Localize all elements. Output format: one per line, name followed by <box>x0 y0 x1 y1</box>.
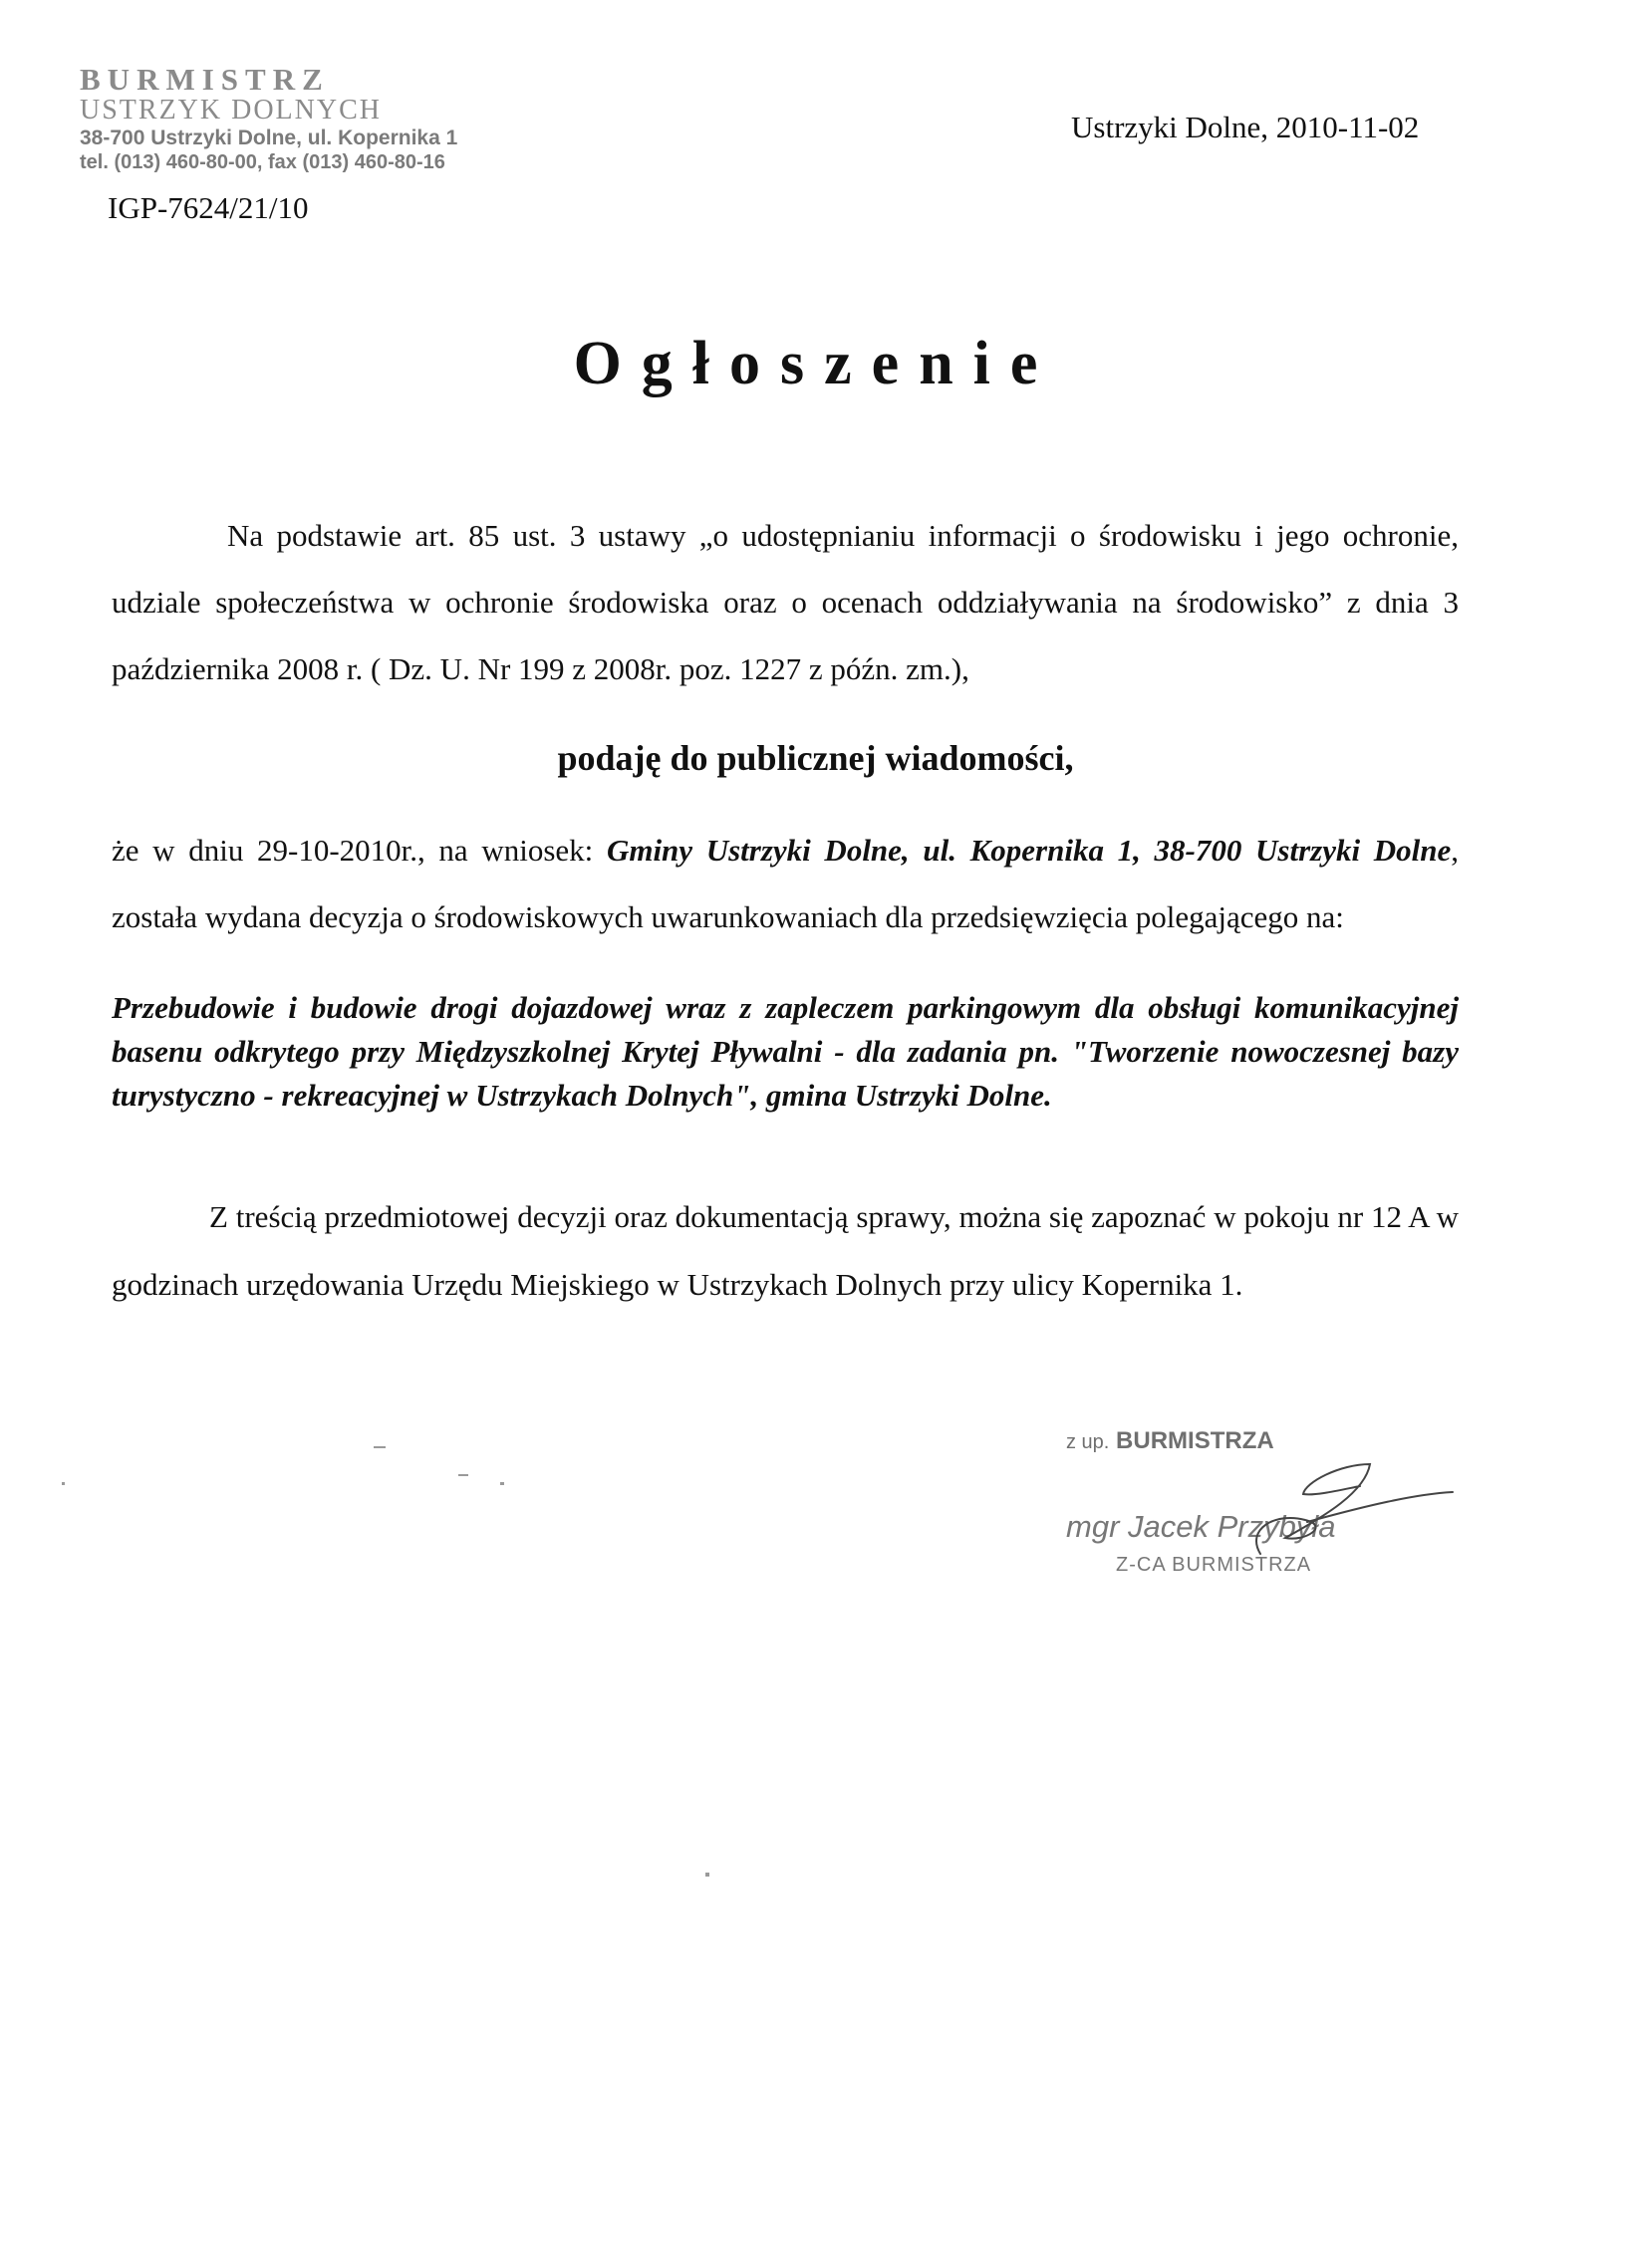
scan-speck <box>705 1873 709 1877</box>
signature-prefix: z up. <box>1066 1431 1110 1453</box>
scan-speck <box>458 1474 468 1476</box>
letterhead-line-1: BURMISTRZ <box>80 62 330 97</box>
document-title: Ogłoszenie <box>573 330 1058 397</box>
decision-continuation: , została wydana decyzja o środowiskowych uwarunkowaniach dla przedsięwzięcia polegającego na: <box>112 833 1459 934</box>
letterhead-line-2: USTRZYK DOLNYCH <box>80 95 382 126</box>
decision-intro: że w dniu 29-10-2010r., na wniosek: <box>112 833 607 868</box>
decision-paragraph <box>112 817 1459 950</box>
signature-office: BURMISTRZA <box>1116 1427 1274 1454</box>
signatory-role: Z-CA BURMISTRZA <box>1116 1554 1312 1576</box>
project-description: Przebudowie i budowie drogi dojazdowej wraz z zapleczem parkingowym dla obsługi komunikacyjnej basenu odkrytego przy Międzyszkolnej Krytej Pływalni - dla zadania pn. "Tworzenie nowoczesnej bazy turystyczno - rekreacyjnej w Ustrzykach Dolnych", gmina Ustrzyki Dolne. <box>112 990 1459 1113</box>
reference-number: IGP-7624/21/10 <box>108 190 309 225</box>
place-and-date: Ustrzyki Dolne, 2010-11-02 <box>1071 110 1420 144</box>
applicant-name: Gminy Ustrzyki Dolne, ul. Kopernika 1, 38-700 Ustrzyki Dolne <box>606 833 1452 868</box>
scan-speck <box>62 1482 65 1485</box>
inspection-paragraph: Z treścią przedmiotowej decyzji oraz dokumentacją sprawy, można się zapoznać w pokoju nr 12 A w godzinach urzędowania Urzędu Miejskiego w Ustrzykach Dolnych przy ulicy Kopernika 1. <box>112 1199 1459 1302</box>
letterhead-address: 38-700 Ustrzyki Dolne, ul. Kopernika 1 <box>80 126 458 149</box>
letterhead-stamp <box>80 64 478 174</box>
scan-speck <box>500 1482 504 1485</box>
scan-speck <box>374 1446 386 1448</box>
announcement-heading: podaję do publicznej wiadomości, <box>557 738 1074 778</box>
letterhead-phone: tel. (013) 460-80-00, fax (013) 460-80-16 <box>80 151 445 173</box>
handwritten-signature <box>1156 1434 1455 1584</box>
signatory-name: mgr Jacek Przybyła <box>1066 1509 1336 1544</box>
legal-basis-paragraph: Na podstawie art. 85 ust. 3 ustawy „o udostępnianiu informacji o środowisku i jego ochronie, udziale społeczeństwa w ochronie środowiska oraz o ocenach oddziaływania na środowisko” z dnia 3 października 2008 r. ( Dz. U. Nr 199 z 2008r. poz. 1227 z późn. zm.), <box>112 518 1459 686</box>
